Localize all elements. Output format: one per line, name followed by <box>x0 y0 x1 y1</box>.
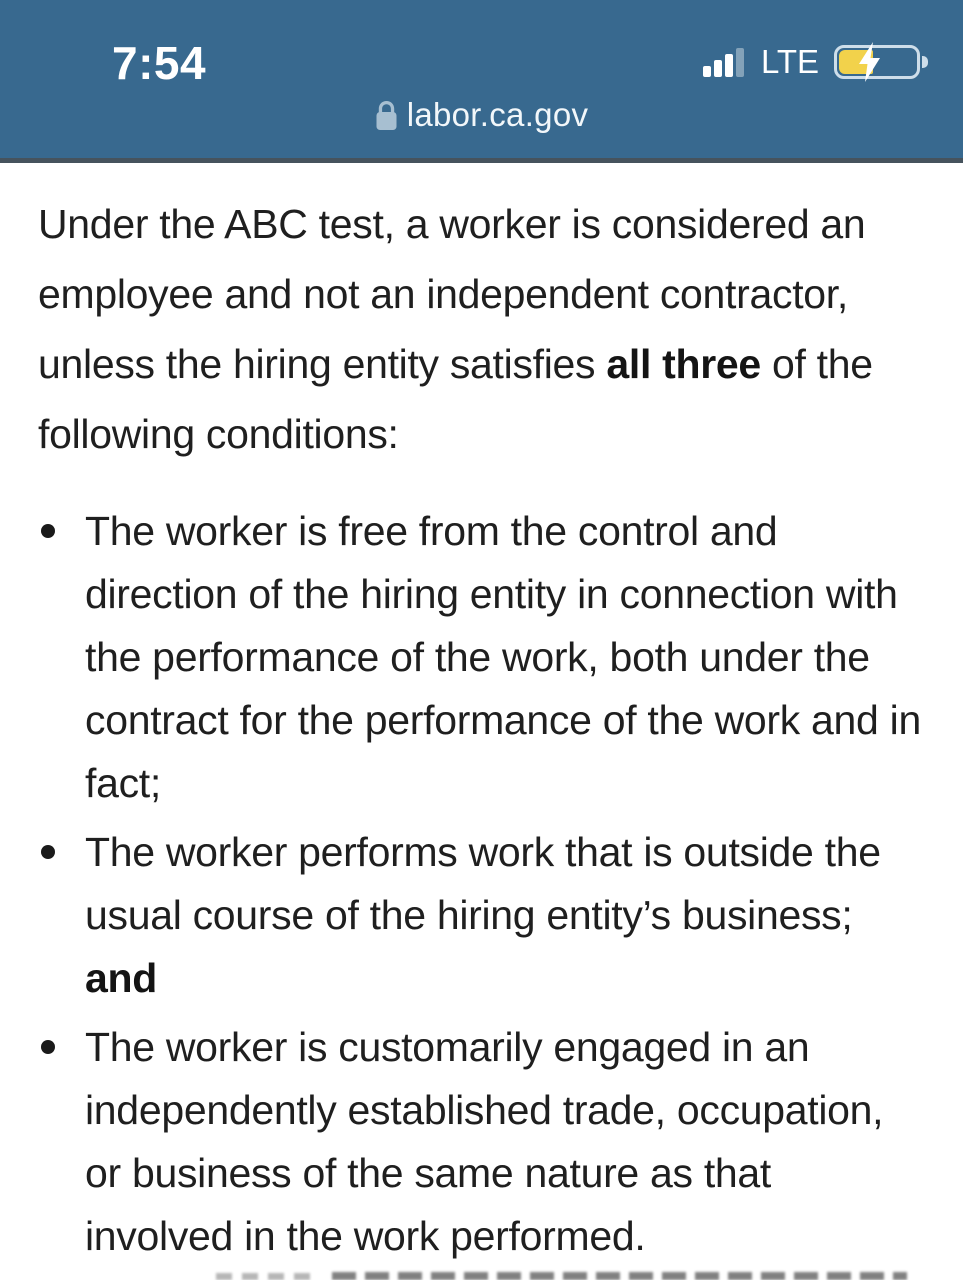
intro-text: Under the ABC test, a worker is considered an employee and not an independent contractor, unless the hiring entity satisfies <box>38 201 866 387</box>
status-icons <box>703 44 920 80</box>
next-line-cutoff-fragment <box>216 1273 312 1280</box>
intro-bold-all-three: all three <box>606 341 761 387</box>
condition-a-text: The worker is free from the control and direction of the hiring entity in connection with the performance of the work, both under the contract for the performance of the work and in fact; <box>85 508 921 806</box>
condition-b-text: The worker performs work that is outside the usual course of the hiring entity’s business; <box>85 829 881 938</box>
abc-test-intro-paragraph <box>38 189 924 469</box>
intro-text-suffix: of the following conditions: <box>38 341 873 457</box>
network-type-label: LTE <box>761 43 820 80</box>
condition-b-bold-and: and <box>85 955 157 1001</box>
battery-cap <box>922 56 928 68</box>
cellular-signal-icon <box>703 47 744 77</box>
url-domain: labor.ca.gov <box>406 96 589 133</box>
url-bar[interactable] <box>0 96 963 134</box>
list-item-condition-a <box>38 500 924 815</box>
browser-header <box>0 0 963 163</box>
signal-bar <box>714 60 722 77</box>
status-time: 7:54 <box>112 37 207 89</box>
lock-icon <box>375 100 398 131</box>
condition-c-text: The worker is customarily engaged in an independently established trade, occupation, or business of the same nature as that involved in the work performed. <box>85 1024 884 1259</box>
signal-bar-dim <box>736 48 744 77</box>
charging-bolt-icon <box>858 42 881 82</box>
page-content <box>0 163 963 1268</box>
list-item-condition-b <box>38 821 924 1010</box>
signal-bar <box>725 54 733 77</box>
abc-conditions-list <box>38 500 924 1268</box>
signal-bar <box>703 66 711 77</box>
list-item-condition-c <box>38 1016 924 1268</box>
next-line-cutoff <box>332 1272 907 1280</box>
battery-charging-icon <box>834 45 920 79</box>
